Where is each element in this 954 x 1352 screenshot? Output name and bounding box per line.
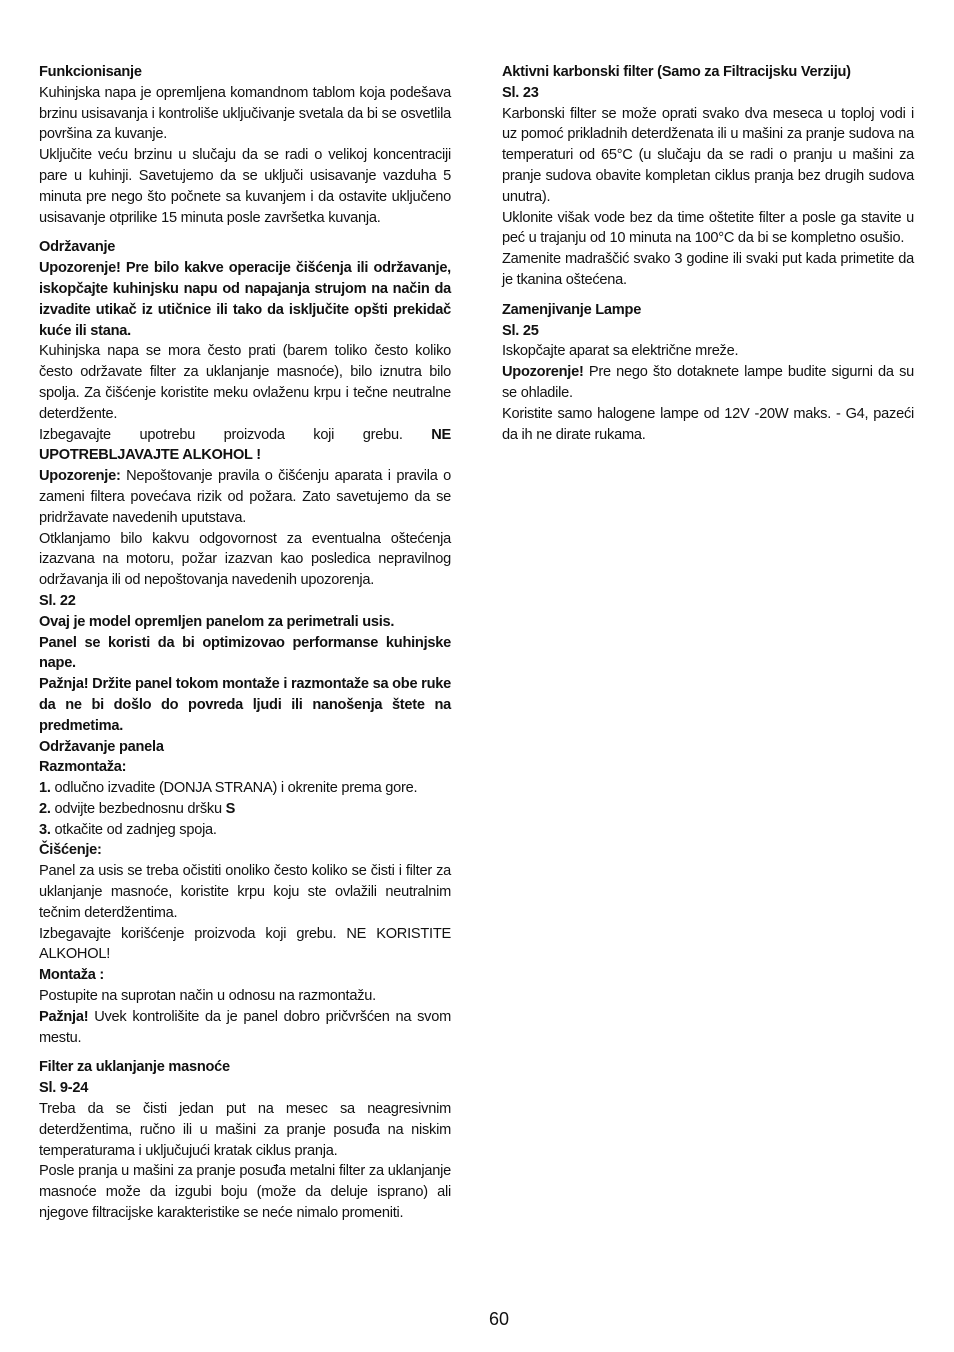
paragraph: Panel za usis se treba očistiti onoliko često koliko se čisti i filter za uklanjanje masnoće, koristite krpu koju ste ovlažili neutralnim tečnim deterdžentima. — [39, 863, 451, 921]
attention-label: Pažnja! — [39, 1008, 89, 1025]
subsection-title: Razmontaža: — [39, 759, 127, 776]
warning-label: Upozorenje: — [39, 468, 121, 485]
left-column — [39, 62, 451, 1224]
page-number: 60 — [488, 1309, 510, 1329]
figure-ref: Sl. 25 — [502, 322, 539, 339]
step-item: 2. odvijte bezbednosnu dršku S — [39, 800, 236, 817]
subsection-title: Čišćenje: — [39, 842, 102, 859]
paragraph: Upozorenje: Nepoštovanje pravila o čišćenju aparata i pravila o zameni filtera povećava rizik od požara. Zato savetujemo da se pridržavate navedenih uputstava. — [39, 468, 451, 526]
warning-label: Upozorenje! — [502, 364, 584, 381]
section-title-odrzavanje: Održavanje — [39, 239, 116, 256]
section-title-funkcionisanje: Funkcionisanje — [39, 64, 142, 80]
right-column — [502, 62, 914, 445]
paragraph: Uključite veću brzinu u slučaju da se radi o velikoj koncentraciji pare u kuhinji. Savetujemo da se uključi usisavanje vazduha 5 minuta pre nego što počnete sa kuvanjem i da ostavite uključeno usisavanje otprilike 15 minuta posle završetka kuvanja. — [39, 147, 451, 226]
paragraph: Izbegavajte korišćenje proizvoda koji grebu. NE KORISTITE ALKOHOL! — [39, 925, 451, 963]
subsection-title: Održavanje panela — [39, 738, 164, 755]
warning-paragraph: Upozorenje! Pre bilo kakve operacije čišćenja ili održavanje, iskopčajte kuhinjsku napu od napajanja strujom na način da izvadite utikač iz utičnice ili tako da isključite opšti prekidač kuće ili stana. — [39, 260, 451, 339]
step-item: 3. otkačite od zadnjeg spoja. — [39, 821, 217, 838]
paragraph: Otklanjamo bilo kakvu odgovornost za eventualna oštećenja izazvana na motoru, požar izazvan kao posledica nepravilnog održavanja ili od nepoštovanja navedenih upozorenja. — [39, 530, 451, 589]
paragraph: Upozorenje! Pre nego što dotaknete lampe budite sigurni da su se ohladile. — [502, 364, 914, 401]
paragraph: Izbegavajte upotrebu proizvoda koji grebu. NE UPOTREBLJAVAJTE ALKOHOL ! — [39, 426, 451, 464]
bold-paragraph: Ovaj je model opremljen panelom za perimetrali usis. — [39, 613, 395, 630]
subsection-title: Montaža : — [39, 967, 105, 984]
figure-ref: Sl. 22 — [39, 592, 76, 609]
no-alcohol-warning: NE UPOTREBLJAVAJTE ALKOHOL ! — [39, 426, 451, 464]
paragraph: Postupite na suprotan način u odnosu na razmontažu. — [39, 988, 376, 1005]
paragraph: Treba da se čisti jedan put na mesec sa neagresivnim deterdžentima, ručno ili u mašini za pranje posuđa na niskim temperaturama i uključujući kratak ciklus pranja. — [39, 1101, 451, 1159]
paragraph: Pažnja! Uvek kontrolišite da je panel dobro pričvršćen na svom mestu. — [39, 1008, 451, 1046]
paragraph: Zamenite madraščić svako 3 godine ili svaki put kada primetite da je tkanina oštećena. — [502, 251, 914, 288]
paragraph: Kuhinjska napa se mora često prati (barem toliko često koliko često održavate filter za uklanjanje masnoće), bilo iznutra bilo spolja. Za čišćenje koristite meku ovlaženu krpu i tečne neutralne deterdžente. — [39, 343, 451, 422]
section-title-carbon-filter: Aktivni karbonski filter (Samo za Filtracijsku Verziju) — [502, 64, 851, 80]
figure-ref: Sl. 9-24 — [39, 1080, 89, 1097]
paragraph: Karbonski filter se može oprati svako dva meseca u toploj vodi i uz pomoć prikladnih deterdženata ili u mašini za pranje sudova na temperaturi od 65°C (u slučaju da se radi o pranju u mašini za pranje sudova obavite kompletan ciklus pranja bez drugih sudova unutra). — [502, 105, 914, 205]
step-item: 1. odlučno izvadite (DONJA STRANA) i okrenite prema gore. — [39, 780, 418, 797]
paragraph: Kuhinjska napa je opremljena komandnom tablom koja podešava brzinu usisavanja i kontroliše uključivanje svetala da bi se osvetlila površina za kuvanje. — [39, 84, 451, 143]
figure-ref: Sl. 23 — [502, 84, 539, 101]
bold-paragraph: Pažnja! Držite panel tokom montaže i razmontaže sa obe ruke da ne bi došlo do povreda ljudi ili nanošenja štete na predmetima. — [39, 676, 451, 734]
section-title-filter: Filter za uklanjanje masnoće — [39, 1059, 230, 1076]
section-title-lamp: Zamenjivanje Lampe — [502, 301, 642, 318]
paragraph: Iskopčajte aparat sa električne mreže. — [502, 343, 739, 360]
paragraph: Uklonite višak vode bez da time oštetite filter a posle ga stavite u peć u trajanju od 10 minuta na 100°C da bi se kompletno osušio. — [502, 209, 914, 247]
bold-paragraph: Panel se koristi da bi optimizovao performanse kuhinjske nape. — [39, 634, 451, 672]
paragraph: Posle pranja u mašini za pranje posuđa metalni filter za uklanjanje masnoće može da izgubi boju (može da deluje isprano) ali njegove filtracijske karakteristike se neće nimalo promeniti. — [39, 1163, 451, 1222]
paragraph: Koristite samo halogene lampe od 12V -20W maks. - G4, pazeći da ih ne dirate rukama. — [502, 405, 914, 443]
